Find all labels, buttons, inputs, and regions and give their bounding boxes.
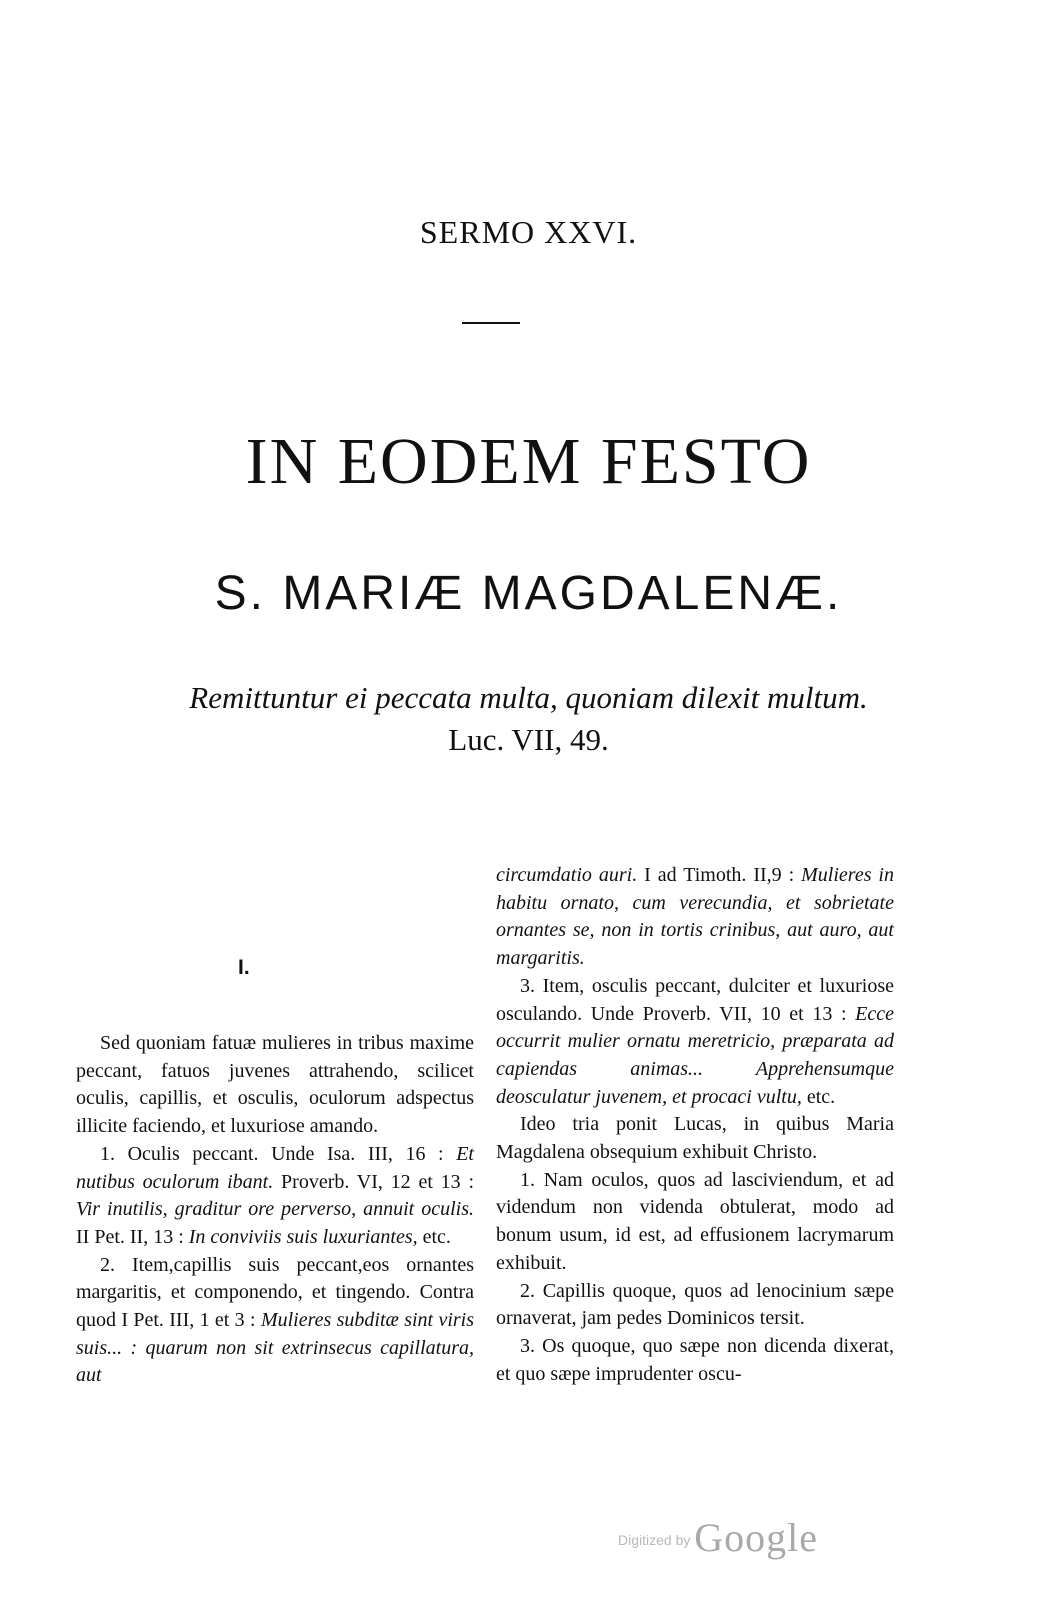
text-run: I ad Timoth. II,9 : xyxy=(637,864,802,886)
right-column xyxy=(496,862,894,1388)
google-logo-text: Google xyxy=(694,1515,819,1560)
text-run: 1. Oculis peccant. Unde Isa. III, 16 : xyxy=(100,1142,457,1165)
text-run: Proverb. VI, 12 et 13 : xyxy=(273,1170,475,1193)
title-divider xyxy=(462,322,520,324)
paragraph: 1. Nam oculos, quos ad lasciviendum, et ad videndum non videnda obtulerat, modo ad bonum usum, id est, ad effusionem lacrymarum exhibuit. xyxy=(496,1168,894,1274)
scripture-quote: In conviviis suis luxuriantes, xyxy=(188,1225,418,1248)
text-run: II Pet. II, 13 : xyxy=(76,1225,189,1248)
paragraph: Ideo tria ponit Lucas, in quibus Maria Magdalena obsequium exhibuit Christo. xyxy=(496,1113,894,1164)
paragraph: 2. Capillis quoque, quos ad lenocinium sæpe ornaverat, jam pedes Dominicos tersit. xyxy=(496,1279,894,1330)
paragraph xyxy=(496,862,894,973)
page-title-line-1: IN EODEM FESTO xyxy=(245,425,812,498)
paragraph: 3. Os quoque, quo sæpe non dicenda dixerat, et quo sæpe imprudenter oscu- xyxy=(496,1334,894,1385)
scripture-quote: Vir inutilis, graditur ore perverso, annuit oculis. xyxy=(76,1198,474,1221)
digitized-watermark xyxy=(618,1514,818,1561)
text-run: 2. Item,capillis suis peccant,eos ornantes margaritis, et componendo, et tingendo. Contra quod I Pet. III, 1 et 3 : xyxy=(76,1253,474,1332)
text-run: 3. Item, osculis peccant, dulciter et luxuriose osculando. Unde Proverb. VII, 10 et 13 : xyxy=(496,974,894,1025)
section-number: I. xyxy=(238,956,250,979)
scripture-quote: Mulieres in habitu ornato, cum verecundia, et sobrietate ornantes se, non in tortis crinibus, aut auro, aut margaritis. xyxy=(496,864,894,970)
sermon-number: SERMO XXVI. xyxy=(419,214,638,250)
text-run: etc. xyxy=(801,1085,836,1108)
paragraph xyxy=(76,1252,474,1391)
left-column xyxy=(76,1030,474,1390)
scripture-quote: Ecce occurrit mulier ornatu meretricio, præparata ad capiendas animas... Apprehensumque deosculatur juvenem, et procaci vultu, xyxy=(496,1002,894,1108)
scripture-quote: Mulieres subditæ sint viris suis... : quarum non sit extrinsecus capillatura, aut xyxy=(76,1309,475,1387)
epigraph: Remittuntur ei peccata multa, quoniam dilexit multum. xyxy=(189,680,868,715)
paragraph xyxy=(496,973,894,1112)
scripture-quote: circumdatio auri. xyxy=(496,864,638,886)
paragraph: Sed quoniam fatuæ mulieres in tribus maxime peccant, fatuos juvenes attrahendo, scilicet oculis, capillis, et osculis, oculorum adspectus illicite faciendo, et luxuriose amando. xyxy=(76,1032,474,1138)
digitized-by-label: Digitized by xyxy=(618,1532,691,1548)
scripture-quote: Et nutibus oculorum ibant. xyxy=(76,1142,474,1193)
paragraph xyxy=(76,1141,474,1252)
text-run: etc. xyxy=(417,1225,451,1248)
epigraph-reference: Luc. VII, 49. xyxy=(448,722,609,757)
page-title-line-2: S. MARIÆ MAGDALENÆ. xyxy=(214,567,843,620)
